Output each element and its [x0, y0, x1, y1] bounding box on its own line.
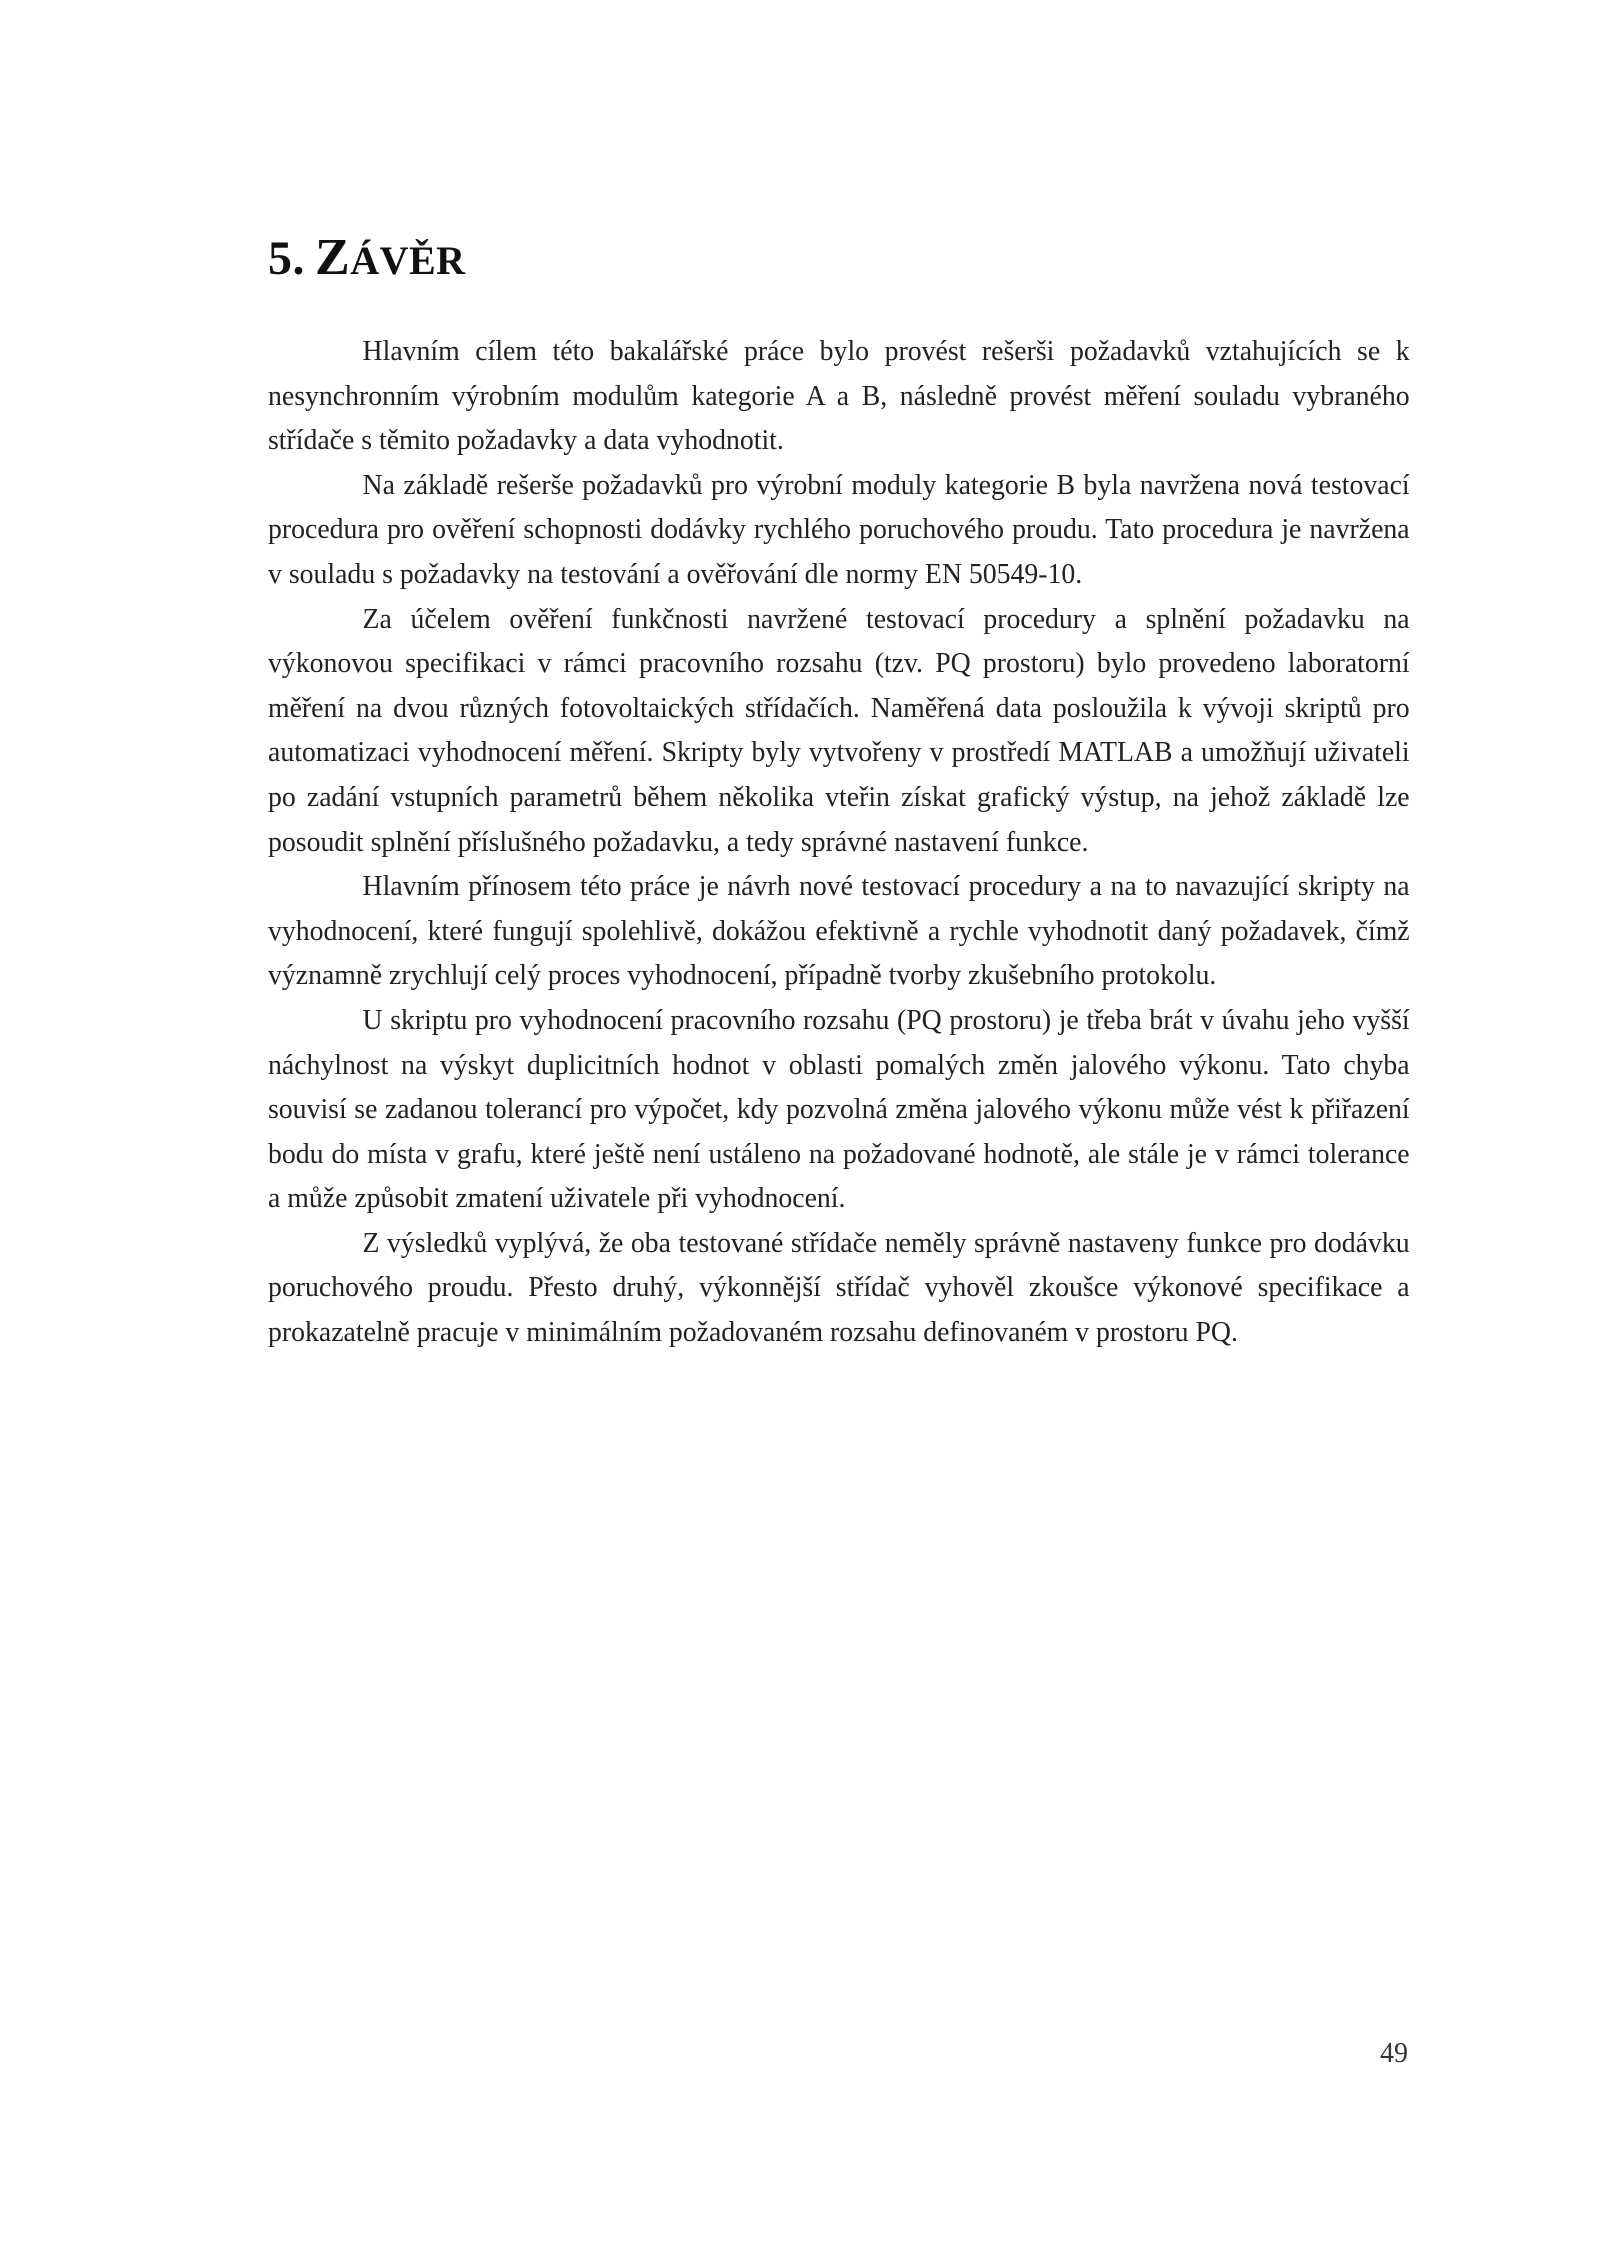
chapter-number: 5. — [268, 232, 305, 285]
paragraph-goal: Hlavním cílem této bakalářské práce bylo provést rešerši požadavků vztahujících se k nesynchronním výrobním modulům kategorie A a B, následně provést měření souladu vybraného střídače s těmito požadavky a data vyhodnotit. — [268, 336, 1410, 457]
chapter-title-initial: Z — [315, 229, 351, 286]
chapter-title-rest: ÁVĚR — [350, 238, 466, 283]
paragraph-contribution: Hlavním přínosem této práce je návrh nové testovací procedury a na to navazující skripty na vyhodnocení, které fungují spolehlivě, dokážou efektivně a rychle vyhodnotit daný požadavek, čímž významně zrychlují celý proces vyhodnocení, případně tvorby zkušebního protokolu. — [268, 871, 1410, 992]
paragraph-results: Z výsledků vyplývá, že oba testované střídače neměly správně nastaveny funkce pro dodávku poruchového proudu. Přesto druhý, výkonnější střídač vyhověl zkoušce výkonové specifikace a prokazatelně pracuje v minimálním požadovaném rozsahu definovaném v prostoru PQ. — [268, 1227, 1410, 1349]
paragraph-measurement: Za účelem ověření funkčnosti navržené testovací procedury a splnění požadavku na výkonovou specifikaci v rámci pracovního rozsahu (tzv. PQ prostoru) bylo provedeno laboratorní měření na dvou různých fotovoltaických střídačích. Naměřená data posloužila k vývoji skriptů pro automatizaci vyhodnocení měření. Skripty byly vytvořeny v prostředí MATLAB a umožňují uživateli po zadání vstupních parametrů během několika vteřin získat grafický výstup, na jehož základě lze posoudit splnění příslušného požadavku, a tedy správné nastavení funkce. — [268, 603, 1410, 858]
paragraph-pq-script-note: U skriptu pro vyhodnocení pracovního rozsahu (PQ prostoru) je třeba brát v úvahu jeho vyšší náchylnost na výskyt duplicitních hodnot v oblasti pomalých změn jalového výkonu. Tato chyba souvisí se zadanou tolerancí pro výpočet, kdy pozvolná změna jalového výkonu může vést k přiřazení bodu do místa v grafu, které ještě není ustáleno na požadované hodnotě, ale stále je v rámci tolerance a může způsobit zmatení uživatele při vyhodnocení. — [268, 1004, 1410, 1215]
body-text — [268, 330, 1410, 1356]
page-number: 49 — [1380, 2038, 1408, 2069]
chapter-heading — [268, 228, 466, 291]
paragraph-new-procedure: Na základě rešerše požadavků pro výrobní moduly kategorie B byla navržena nová testovací procedura pro ověření schopnosti dodávky rychlého poruchového proudu. Tato procedura je navržena v souladu s požadavky na testování a ověřování dle normy EN 50549-10. — [268, 469, 1410, 590]
